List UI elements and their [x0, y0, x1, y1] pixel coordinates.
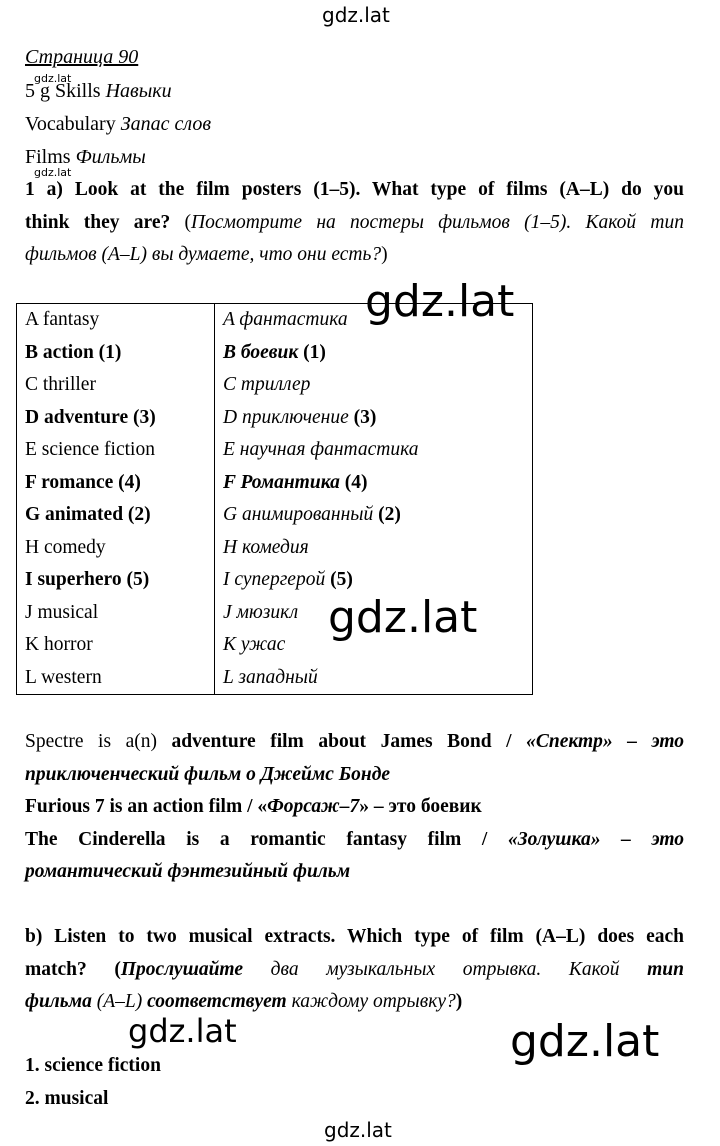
film-type-ru-label: C триллер — [223, 374, 311, 396]
film-type-ru — [215, 662, 533, 695]
furious-text: Furious 7 is an action film / « — [25, 796, 268, 817]
task-b-range: (A–L) — [91, 991, 148, 1012]
watermark-large: gdz.lat — [510, 1016, 660, 1067]
table-row — [17, 499, 533, 532]
task-a-translation-end: фильмов (A–L) вы думаете, что они есть? — [25, 244, 382, 265]
paren-close: ) — [455, 991, 463, 1012]
film-type-ru — [215, 564, 533, 597]
film-type-ru-label: I супергерой — [223, 569, 326, 591]
paren-close: ) — [381, 244, 388, 265]
film-type-ru-label: G анимированный — [223, 504, 374, 526]
page-label: Страница 90 — [25, 46, 139, 68]
table-row — [17, 337, 533, 370]
films-heading — [25, 146, 146, 168]
film-type-en: K horror — [17, 629, 215, 662]
table-row — [17, 564, 533, 597]
film-type-en: D adventure (3) — [17, 402, 215, 435]
film-type-ru — [215, 467, 533, 500]
film-type-en: H comedy — [17, 532, 215, 565]
film-type-ru — [215, 304, 533, 337]
table-row — [17, 532, 533, 565]
film-type-ru-label: L западный — [223, 666, 318, 688]
film-type-en: F romance (4) — [17, 467, 215, 500]
task-a-question: think they are? — [25, 211, 171, 233]
film-type-en: E science fiction — [17, 434, 215, 467]
furious-translation: » – это боевик — [359, 796, 482, 817]
watermark-large: gdz.lat — [365, 276, 515, 327]
answer-b-2: 2. musical — [25, 1088, 109, 1109]
film-type-ru — [215, 434, 533, 467]
cinderella-translation: «Золушка» – это — [507, 828, 684, 850]
task-b-type: тип — [647, 958, 684, 980]
poster-number: (1) — [298, 341, 326, 363]
answer-b-1: 1. science fiction — [25, 1055, 161, 1076]
watermark-bottom: gdz.lat — [324, 1118, 392, 1142]
film-type-ru-label: B боевик — [223, 341, 299, 363]
film-type-ru-label: D приключение — [223, 406, 349, 428]
film-type-ru — [215, 402, 533, 435]
task-b-matches: соответствует — [147, 991, 287, 1012]
task-a-instruction — [25, 174, 684, 272]
section-title-ru: Навыки — [105, 80, 172, 102]
film-type-en: L western — [17, 662, 215, 695]
vocabulary-ru: Запас слов — [120, 113, 212, 135]
film-type-en: J musical — [17, 597, 215, 630]
vocabulary-en: Vocabulary — [25, 113, 116, 135]
section-number: 5 g — [25, 80, 50, 102]
film-type-ru — [215, 532, 533, 565]
film-type-ru-label: K ужас — [223, 634, 286, 656]
film-type-ru-label: H комедия — [223, 536, 309, 558]
poster-number: (5) — [325, 569, 353, 591]
task-b-film: фильма — [25, 991, 92, 1012]
spectre-text-bold: adventure film about James Bond / — [171, 731, 527, 752]
film-type-ru — [215, 597, 533, 630]
watermark-large: gdz.lat — [328, 592, 478, 643]
spectre-translation: «Спектр» – это — [526, 731, 684, 752]
watermark-tiny: gdz.lat — [34, 166, 72, 179]
film-type-ru-label: F Романтика — [223, 471, 340, 493]
watermark-top: gdz.lat — [322, 3, 390, 27]
table-row — [17, 402, 533, 435]
film-type-ru-label: J мюзикл — [223, 601, 299, 623]
film-type-en: A fantasy — [17, 304, 215, 337]
section-heading — [25, 80, 172, 103]
vocabulary-heading — [25, 113, 211, 136]
furious-title: Форсаж–7 — [267, 796, 360, 817]
paren: ( — [170, 211, 192, 233]
film-type-ru — [215, 499, 533, 532]
table-row — [17, 629, 533, 662]
spectre-translation-end: приключенческий фильм о Джеймс Бонде — [25, 763, 391, 785]
spectre-text: Spectre is a(n) — [25, 731, 172, 752]
task-b-match: match? ( — [25, 958, 121, 980]
table-row — [17, 434, 533, 467]
task-b-instruction — [25, 921, 684, 1014]
poster-number: (4) — [339, 471, 368, 493]
film-type-ru — [215, 337, 533, 370]
poster-number: (3) — [348, 406, 377, 428]
watermark-tiny: gdz.lat — [34, 72, 72, 85]
table-row — [17, 597, 533, 630]
film-type-ru-label: A фантастика — [223, 309, 348, 331]
table-row — [17, 467, 533, 500]
section-title-en: Skills — [55, 80, 101, 102]
task-b-each: каждому отрывку? — [286, 991, 456, 1012]
film-type-en: G animated (2) — [17, 499, 215, 532]
films-ru: Фильмы — [75, 146, 146, 168]
poster-number: (2) — [373, 504, 401, 526]
task-a-line1: 1 a) Look at the film posters (1–5). What type of films (A–L) do you — [25, 179, 684, 200]
film-type-en: B action (1) — [17, 337, 215, 370]
film-type-en: I superhero (5) — [17, 564, 215, 597]
task-b-listen: Прослушайте — [120, 958, 243, 980]
task-b-line1: b) Listen to two musical extracts. Which type of film (A–L) does each — [25, 926, 684, 947]
film-type-ru-label: E научная фантастика — [223, 439, 419, 461]
watermark-medium: gdz.lat — [128, 1012, 237, 1050]
films-en: Films — [25, 146, 71, 168]
film-types-table — [16, 303, 533, 695]
film-type-en: C thriller — [17, 369, 215, 402]
film-type-ru — [215, 629, 533, 662]
film-type-ru — [215, 369, 533, 402]
answers-block — [25, 726, 684, 889]
task-b-translation: два музыкальных отрывка. Какой — [243, 958, 648, 980]
table-row — [17, 662, 533, 695]
task-a-translation: Посмотрите на постеры фильмов (1–5). Какой тип — [191, 211, 684, 233]
table-row — [17, 304, 533, 337]
table-row — [17, 369, 533, 402]
cinderella-text: The Cinderella is a romantic fantasy film / — [25, 828, 508, 850]
cinderella-translation-end: романтический фэнтезийный фильм — [25, 861, 351, 882]
